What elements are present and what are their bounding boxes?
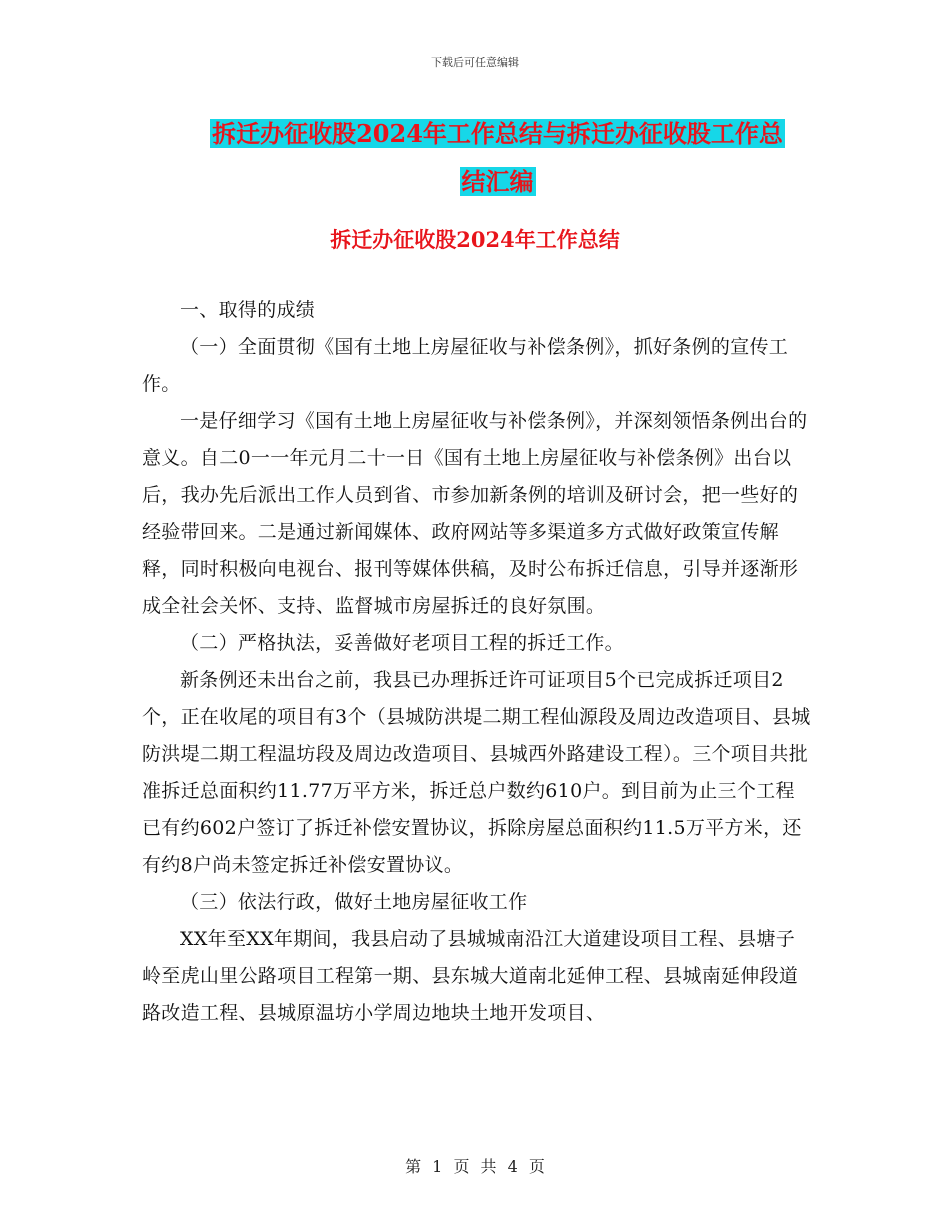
heading-achievements: 一、取得的成绩 xyxy=(180,299,316,321)
subheading-3: （三）依法行政，做好土地房屋征收工作 xyxy=(180,891,528,913)
page-number: 第 1 页 共 4 页 xyxy=(405,1157,545,1176)
paragraph-2: 新条例还未出台之前，我县已办理拆迁许可证项目5个已完成拆迁项目2个，正在收尾的项目有3个（县城防洪堤二期工程仙源段及周边改造项目、县城防洪堤二期工程温坊段及周边改造项目、县城西外路建设工程）。三个项目共批准拆迁总面积约11.77万平方米，拆迁总户数约610户。到目前为止三个工程已有约602户签订了拆迁补偿安置协议，拆除房屋总面积约11.5万平方米，还有约8户尚未签定拆迁补偿安置协议。 xyxy=(142,669,811,876)
subheading-2: （二）严格执法，妥善做好老项目工程的拆迁工作。 xyxy=(180,632,624,654)
paragraph-1: 一是仔细学习《国有土地上房屋征收与补偿条例》，并深刻领悟条例出台的意义。自二0一一年元月二十一日《国有土地上房屋征收与补偿条例》出台以后，我办先后派出工作人员到省、市参加新条例的培训及研讨会，把一些好的经验带回来。二是通过新闻媒体、政府网站等多渠道多方式做好政策宣传解释，同时积极向电视台、报刊等媒体供稿，及时公布拆迁信息，引导并逐渐形成全社会关怀、支持、监督城市房屋拆迁的良好氛围。 xyxy=(142,410,808,617)
page-header-note: 下载后可任意编辑 xyxy=(431,56,519,69)
document-title-line1: 拆迁办征收股2024年工作总结与拆迁办征收股工作总 xyxy=(212,119,783,148)
document-body xyxy=(142,292,812,1032)
subheading-1: （一）全面贯彻《国有土地上房屋征收与补偿条例》，抓好条例的宣传工作。 xyxy=(142,336,789,395)
paragraph-3: XX年至XX年期间，我县启动了县城城南沿江大道建设项目工程、县塘子岭至虎山里公路项目工程第一期、县东城大道南北延伸工程、县城南延伸段道路改造工程、县城原温坊小学周边地块土地开发项目、 xyxy=(142,928,799,1024)
section-title: 拆迁办征收股2024年工作总结 xyxy=(330,227,620,252)
document-title-line2: 结汇编 xyxy=(461,167,534,196)
document-title xyxy=(185,110,810,206)
